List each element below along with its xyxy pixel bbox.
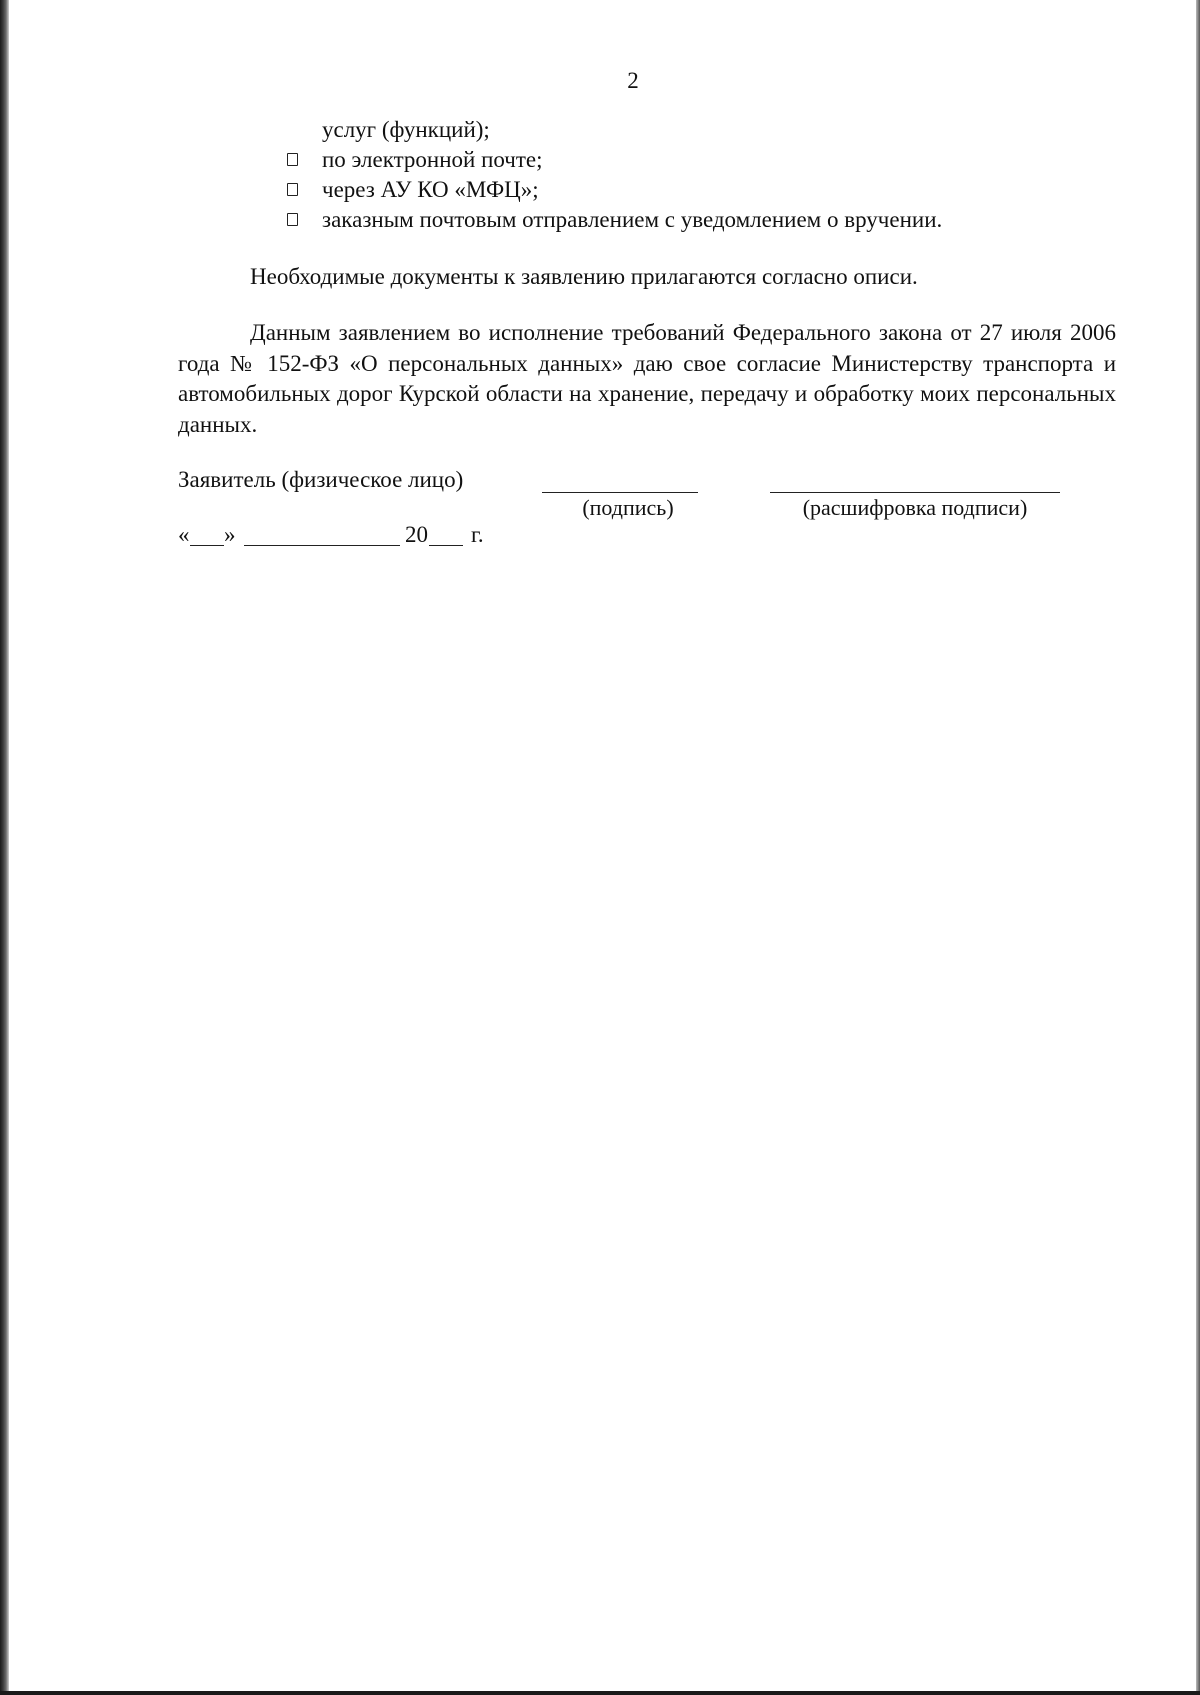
signature-caption: (подпись) xyxy=(582,495,674,520)
consent-paragraph: Данным заявлением во исполнение требований Федерального закона от 27 июля 2006 года № 152-ФЗ «О персональных данных» даю свое согласие Министерству транспорта и автомобильных дорог Курской области на хранение, передачу и обработку моих персональных данных. xyxy=(178,320,1116,437)
signature-decoding-caption: (расшифровка подписи) xyxy=(802,495,1028,520)
page-number: 2 xyxy=(627,68,639,93)
delivery-option-email[interactable] xyxy=(284,145,1104,175)
day-blank[interactable] xyxy=(190,545,224,546)
date-open-quote: « xyxy=(178,522,190,547)
mfc-checkbox[interactable] xyxy=(287,183,298,196)
delivery-option-registered-mail[interactable] xyxy=(284,205,1104,235)
month-blank[interactable] xyxy=(244,545,400,546)
delivery-option-mfc[interactable] xyxy=(284,175,1104,205)
delivery-option-continuation xyxy=(284,115,1104,145)
date-close-quote: » xyxy=(224,522,236,547)
applicant-label: Заявитель (физическое лицо) xyxy=(178,467,464,492)
registered-mail-option-label: заказным почтовым отправлением с уведомлением о вручении. xyxy=(322,207,943,232)
documents-note: Необходимые документы к заявлению прилагаются согласно описи. xyxy=(250,264,918,289)
year-prefix: 20 xyxy=(405,522,428,547)
mfc-option-label: через АУ КО «МФЦ»; xyxy=(322,177,539,202)
signature-decoding-line xyxy=(770,492,1060,493)
scan-edge-left xyxy=(0,0,9,1695)
continuation-text: услуг (функций); xyxy=(322,117,490,142)
scan-edge-right xyxy=(1196,0,1200,1695)
scan-edge-bottom xyxy=(0,1691,1200,1695)
email-checkbox[interactable] xyxy=(287,153,298,166)
email-option-label: по электронной почте; xyxy=(322,147,543,172)
year-suffix: г. xyxy=(471,522,484,547)
registered-mail-checkbox[interactable] xyxy=(287,213,298,226)
delivery-options xyxy=(284,115,1104,235)
date-row xyxy=(178,522,518,552)
signature-line xyxy=(542,492,698,493)
year-blank[interactable] xyxy=(429,545,463,546)
